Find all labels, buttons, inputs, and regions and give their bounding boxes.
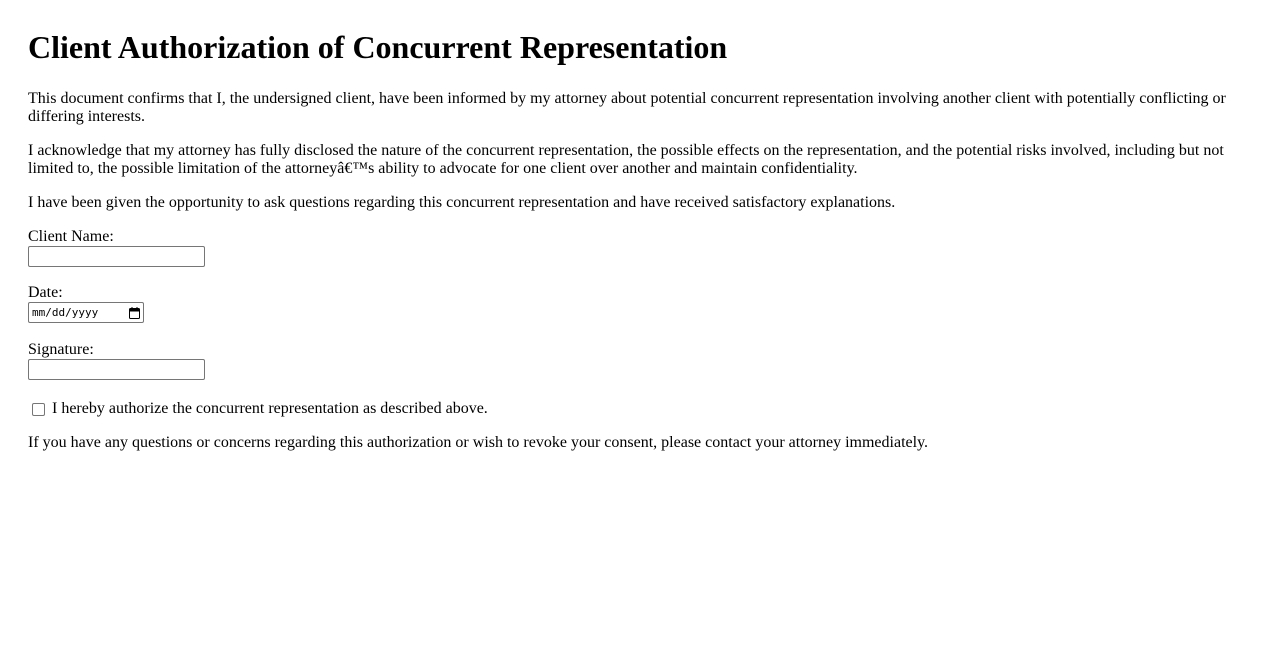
date-field-group — [28, 284, 1250, 323]
client-name-label: Client Name: — [28, 228, 114, 245]
authorize-checkbox-row — [28, 400, 1250, 418]
page — [0, 28, 1278, 452]
authorize-checkbox[interactable] — [32, 403, 45, 416]
paragraph-closing: If you have any questions or concerns regarding this authorization or wish to revoke your consent, please contact your attorney immediately. — [28, 434, 929, 451]
paragraph-questions: I have been given the opportunity to ask questions regarding this concurrent representation and have received satisfactory explanations. — [28, 194, 896, 211]
paragraph-acknowledgement: I acknowledge that my attorney has fully disclosed the nature of the concurrent representation, the possible effects on the representation, and the potential risks involved, including but not limited to, the possible limitation of the attorneyâ€™s ability to advocate for one client over another and maintain confidentiality. — [28, 142, 1224, 177]
page-title: Client Authorization of Concurrent Representation — [28, 29, 728, 65]
signature-input[interactable] — [28, 359, 205, 380]
authorize-checkbox-label[interactable]: I hereby authorize the concurrent representation as described above. — [52, 400, 488, 417]
date-label: Date: — [28, 284, 63, 301]
signature-label: Signature: — [28, 341, 94, 358]
date-placeholder[interactable]: mm/dd/yyyy — [32, 305, 99, 319]
client-name-input[interactable] — [28, 246, 205, 267]
client-name-field-group — [28, 228, 1250, 267]
date-input[interactable] — [28, 302, 144, 323]
signature-field-group — [28, 341, 1250, 380]
calendar-icon[interactable] — [129, 307, 140, 319]
paragraph-notice: This document confirms that I, the undersigned client, have been informed by my attorney about potential concurrent representation involving another client with potentially conflicting or differing interests. — [28, 90, 1226, 125]
